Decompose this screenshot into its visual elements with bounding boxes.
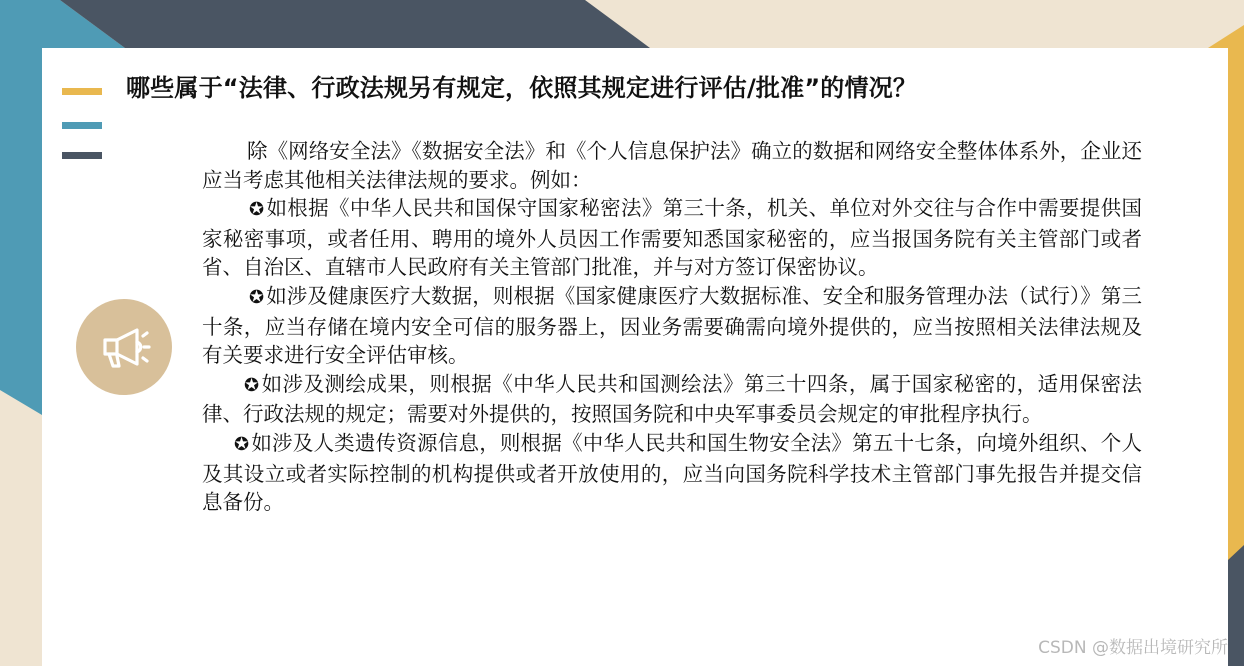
star-bullet-icon: ✪ bbox=[234, 433, 250, 455]
decor-bar-navy bbox=[62, 152, 102, 159]
list-item bbox=[202, 370, 1142, 429]
navy-shape-top bbox=[60, 0, 650, 48]
list-item-text: 如涉及人类遗传资源信息，则根据《中华人民共和国生物安全法》第五十七条，向境外组织、个人及其设立或者实际控制的机构提供或者开放使用的，应当向国务院科学技术主管部门事先报告并提交信息备份。 bbox=[202, 430, 1142, 515]
decor-bar-teal bbox=[62, 122, 102, 129]
megaphone-icon bbox=[95, 318, 153, 376]
intro-paragraph: 除《网络安全法》《数据安全法》和《个人信息保护法》确立的数据和网络安全整体体系外，企业还应当考虑其他相关法律法规的要求。例如： bbox=[202, 139, 1142, 192]
page-title: 哪些属于“法律、行政法规另有规定，依照其规定进行评估/批准”的情况？ bbox=[126, 74, 918, 102]
navy-shape-right bbox=[1228, 545, 1244, 666]
content-body bbox=[202, 137, 1142, 517]
star-bullet-icon: ✪ bbox=[244, 374, 260, 396]
watermark: CSDN @数据出境研究所 bbox=[1038, 638, 1228, 658]
megaphone-badge bbox=[76, 299, 172, 395]
star-bullet-icon: ✪ bbox=[249, 199, 265, 221]
decor-bar-gold bbox=[62, 88, 102, 95]
star-bullet-icon: ✪ bbox=[249, 286, 265, 308]
list-item bbox=[202, 194, 1142, 282]
list-item bbox=[202, 429, 1142, 517]
list-item-text: 如涉及测绘成果，则根据《中华人民共和国测绘法》第三十四条，属于国家秘密的，适用保密法律、行政法规的规定；需要对外提供的，按照国务院和中央军事委员会规定的审批程序执行。 bbox=[202, 371, 1142, 427]
list-item bbox=[202, 282, 1142, 370]
list-item-text: 如涉及健康医疗大数据，则根据《国家健康医疗大数据标准、安全和服务管理办法（试行）》第三十条，应当存储在境内安全可信的服务器上，因业务需要确需向境外提供的，应当按照相关法律法规及有关要求进行安全评估审核。 bbox=[202, 283, 1142, 368]
list-item-text: 如根据《中华人民共和国保守国家秘密法》第三十条，机关、单位对外交往与合作中需要提供国家秘密事项，或者任用、聘用的境外人员因工作需要知悉国家秘密的，应当报国务院有关主管部门或者省、自治区、直辖市人民政府有关主管部门批准，并与对方签订保密协议。 bbox=[202, 196, 1142, 280]
